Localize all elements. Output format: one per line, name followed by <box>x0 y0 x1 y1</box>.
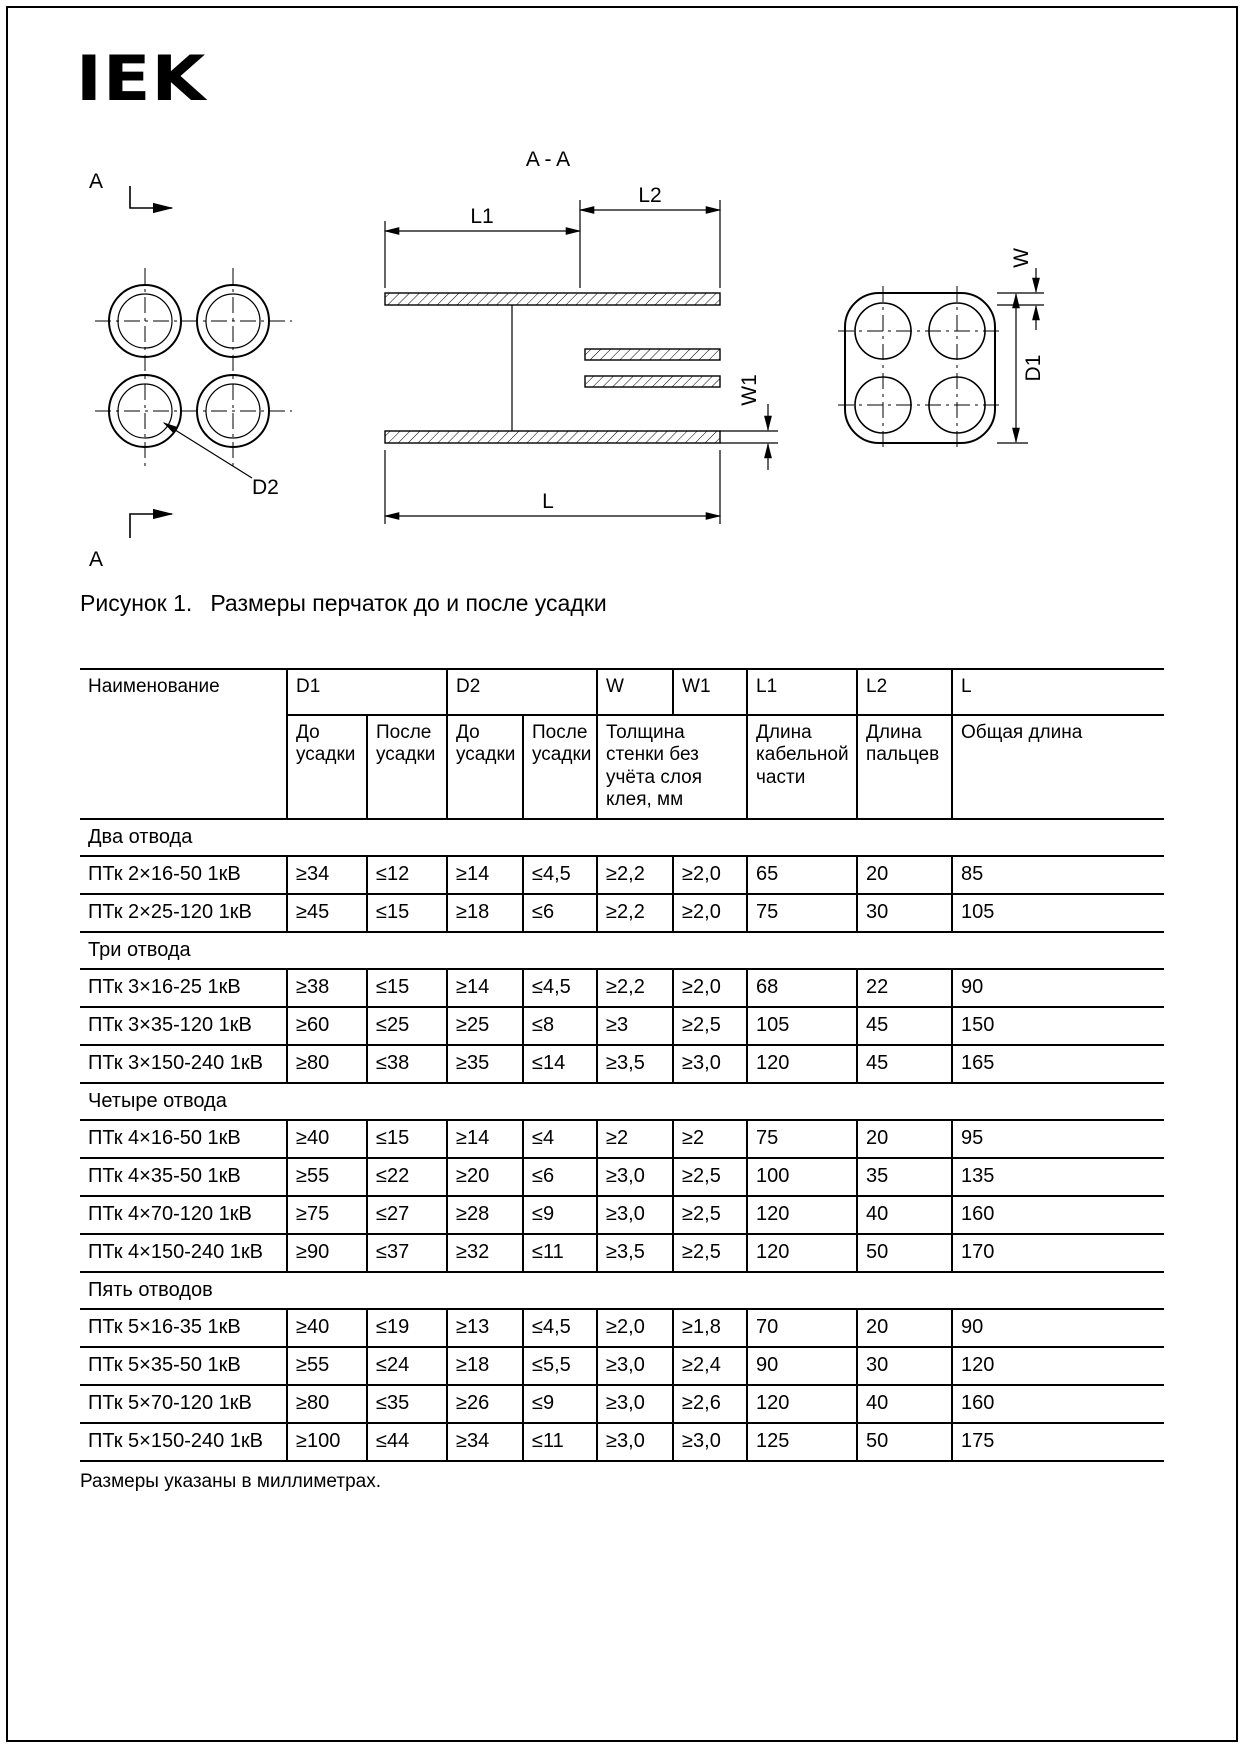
figure-drawing <box>0 128 1244 598</box>
dimensions-table-wrap <box>80 668 1164 1493</box>
value-cell: 175 <box>952 1423 1164 1461</box>
table-section-title: Два отвода <box>80 819 1164 856</box>
value-cell: ≥60 <box>287 1007 367 1045</box>
figure-caption-text: Размеры перчаток до и после усадки <box>210 590 607 616</box>
value-cell: ≥3,0 <box>673 1423 747 1461</box>
value-cell: ≥2,0 <box>673 894 747 932</box>
value-cell: 70 <box>747 1309 857 1347</box>
table-row <box>80 1234 1164 1272</box>
right-view <box>838 248 1045 450</box>
value-cell: ≥3,0 <box>597 1423 673 1461</box>
value-cell: 50 <box>857 1234 952 1272</box>
table-row <box>80 1385 1164 1423</box>
value-cell: 85 <box>952 856 1164 894</box>
value-cell: 120 <box>747 1385 857 1423</box>
figure-caption-label: Рисунок 1. <box>80 590 193 616</box>
value-cell: 45 <box>857 1007 952 1045</box>
value-cell: 22 <box>857 969 952 1007</box>
col-header-w1: W1 <box>673 669 747 715</box>
value-cell: ≤35 <box>367 1385 447 1423</box>
col-header-d2: D2 <box>447 669 597 715</box>
value-cell: 20 <box>857 1309 952 1347</box>
value-cell: ≥40 <box>287 1309 367 1347</box>
dim-label-w1: W1 <box>738 374 761 406</box>
value-cell: ≥2,2 <box>597 856 673 894</box>
value-cell: ≥32 <box>447 1234 523 1272</box>
table-body <box>80 819 1164 1461</box>
col-header-w: W <box>597 669 673 715</box>
value-cell: ≥80 <box>287 1385 367 1423</box>
value-cell: ≤15 <box>367 1120 447 1158</box>
value-cell: ≤15 <box>367 969 447 1007</box>
value-cell: ≤19 <box>367 1309 447 1347</box>
subheader-d2-before: До усадки <box>447 715 523 819</box>
value-cell: ≥14 <box>447 856 523 894</box>
dim-label-l2: L2 <box>638 184 662 207</box>
product-name: ПТк 2×16-50 1кВ <box>80 856 287 894</box>
product-name: ПТк 5×150-240 1кВ <box>80 1423 287 1461</box>
product-name: ПТк 5×16-35 1кВ <box>80 1309 287 1347</box>
units-note: Размеры указаны в миллиметрах. <box>80 1470 381 1492</box>
col-header-l2: L2 <box>857 669 952 715</box>
value-cell: 100 <box>747 1158 857 1196</box>
value-cell: ≤27 <box>367 1196 447 1234</box>
value-cell: ≥90 <box>287 1234 367 1272</box>
col-header-l1: L1 <box>747 669 857 715</box>
value-cell: 165 <box>952 1045 1164 1083</box>
value-cell: 90 <box>747 1347 857 1385</box>
value-cell: ≤6 <box>523 1158 597 1196</box>
value-cell: ≥3,0 <box>597 1158 673 1196</box>
value-cell: ≥2,2 <box>597 894 673 932</box>
product-name: ПТк 4×16-50 1кВ <box>80 1120 287 1158</box>
value-cell: ≥1,8 <box>673 1309 747 1347</box>
table-section-row <box>80 932 1164 969</box>
value-cell: ≥40 <box>287 1120 367 1158</box>
value-cell: 105 <box>747 1007 857 1045</box>
left-view <box>89 170 292 571</box>
value-cell: 20 <box>857 856 952 894</box>
value-cell: ≤11 <box>523 1423 597 1461</box>
value-cell: ≤22 <box>367 1158 447 1196</box>
value-cell: 105 <box>952 894 1164 932</box>
value-cell: ≤11 <box>523 1234 597 1272</box>
value-cell: ≥34 <box>287 856 367 894</box>
value-cell: ≥34 <box>447 1423 523 1461</box>
value-cell: ≥35 <box>447 1045 523 1083</box>
value-cell: ≥45 <box>287 894 367 932</box>
value-cell: ≤4,5 <box>523 856 597 894</box>
value-cell: 45 <box>857 1045 952 1083</box>
dim-label-w: W <box>1010 248 1033 268</box>
table-row <box>80 1120 1164 1158</box>
value-cell: ≥75 <box>287 1196 367 1234</box>
section-mark-bottom: A <box>88 548 104 571</box>
value-cell: ≥25 <box>447 1007 523 1045</box>
value-cell: ≥20 <box>447 1158 523 1196</box>
value-cell: ≤44 <box>367 1423 447 1461</box>
value-cell: ≤38 <box>367 1045 447 1083</box>
product-name: ПТк 5×35-50 1кВ <box>80 1347 287 1385</box>
subheader-d2-after: После усадки <box>523 715 597 819</box>
value-cell: ≥2,5 <box>673 1196 747 1234</box>
value-cell: 40 <box>857 1196 952 1234</box>
value-cell: 150 <box>952 1007 1164 1045</box>
table-row <box>80 1007 1164 1045</box>
value-cell: ≥3 <box>597 1007 673 1045</box>
table-row <box>80 856 1164 894</box>
value-cell: ≥38 <box>287 969 367 1007</box>
subheader-d1-before: До усадки <box>287 715 367 819</box>
dim-label-l: L <box>542 490 554 513</box>
col-header-l: L <box>952 669 1164 715</box>
value-cell: 135 <box>952 1158 1164 1196</box>
dim-label-d2: D2 <box>252 476 279 499</box>
value-cell: ≥2,4 <box>673 1347 747 1385</box>
value-cell: ≤5,5 <box>523 1347 597 1385</box>
table-row <box>80 1423 1164 1461</box>
value-cell: ≤4,5 <box>523 969 597 1007</box>
product-name: ПТк 4×70-120 1кВ <box>80 1196 287 1234</box>
subheader-fingers-length: Длина пальцев <box>857 715 952 819</box>
section-view <box>385 148 778 524</box>
value-cell: ≤9 <box>523 1385 597 1423</box>
value-cell: ≥18 <box>447 894 523 932</box>
product-name: ПТк 5×70-120 1кВ <box>80 1385 287 1423</box>
value-cell: 125 <box>747 1423 857 1461</box>
product-name: ПТк 3×150-240 1кВ <box>80 1045 287 1083</box>
value-cell: ≥3,0 <box>597 1196 673 1234</box>
dimensions-table <box>80 668 1164 1462</box>
value-cell: ≥2 <box>597 1120 673 1158</box>
value-cell: ≤8 <box>523 1007 597 1045</box>
section-mark-top: A <box>88 170 104 193</box>
subheader-total-length: Общая длина <box>952 715 1164 819</box>
value-cell: ≥2,5 <box>673 1158 747 1196</box>
table-row <box>80 1309 1164 1347</box>
value-cell: ≥100 <box>287 1423 367 1461</box>
table-row <box>80 1196 1164 1234</box>
value-cell: ≥2,0 <box>673 969 747 1007</box>
value-cell: 68 <box>747 969 857 1007</box>
value-cell: ≤9 <box>523 1196 597 1234</box>
value-cell: 120 <box>952 1347 1164 1385</box>
value-cell: ≥2,0 <box>673 856 747 894</box>
value-cell: ≥2 <box>673 1120 747 1158</box>
table-section-row <box>80 819 1164 856</box>
table-row <box>80 1045 1164 1083</box>
value-cell: ≤12 <box>367 856 447 894</box>
value-cell: 75 <box>747 894 857 932</box>
product-name: ПТк 4×150-240 1кВ <box>80 1234 287 1272</box>
figure-caption <box>80 590 607 617</box>
value-cell: ≤24 <box>367 1347 447 1385</box>
subheader-wall-thickness: Толщина стенки без учёта слоя клея, мм <box>597 715 747 819</box>
table-row <box>80 969 1164 1007</box>
value-cell: ≥13 <box>447 1309 523 1347</box>
col-header-name: Наименование <box>80 669 287 819</box>
value-cell: ≥2,5 <box>673 1007 747 1045</box>
value-cell: 160 <box>952 1385 1164 1423</box>
value-cell: ≤37 <box>367 1234 447 1272</box>
value-cell: ≥2,5 <box>673 1234 747 1272</box>
value-cell: 50 <box>857 1423 952 1461</box>
value-cell: 30 <box>857 1347 952 1385</box>
value-cell: ≤6 <box>523 894 597 932</box>
table-row <box>80 1347 1164 1385</box>
table-row <box>80 1158 1164 1196</box>
table-section-title: Пять отводов <box>80 1272 1164 1309</box>
value-cell: ≤4 <box>523 1120 597 1158</box>
iek-logo: IEK <box>76 42 207 115</box>
value-cell: 65 <box>747 856 857 894</box>
value-cell: ≥18 <box>447 1347 523 1385</box>
value-cell: ≤14 <box>523 1045 597 1083</box>
value-cell: ≥26 <box>447 1385 523 1423</box>
value-cell: ≥3,5 <box>597 1045 673 1083</box>
value-cell: 120 <box>747 1045 857 1083</box>
value-cell: ≥3,0 <box>597 1385 673 1423</box>
col-header-d1: D1 <box>287 669 447 715</box>
value-cell: 120 <box>747 1196 857 1234</box>
value-cell: ≥28 <box>447 1196 523 1234</box>
subheader-cable-length: Длина кабельной части <box>747 715 857 819</box>
product-name: ПТк 3×35-120 1кВ <box>80 1007 287 1045</box>
table-section-title: Четыре отвода <box>80 1083 1164 1120</box>
dim-label-l1: L1 <box>470 205 494 228</box>
table-header-row-1 <box>80 669 1164 715</box>
value-cell: 75 <box>747 1120 857 1158</box>
value-cell: ≥55 <box>287 1158 367 1196</box>
value-cell: ≥80 <box>287 1045 367 1083</box>
value-cell: ≥14 <box>447 969 523 1007</box>
value-cell: 30 <box>857 894 952 932</box>
table-row <box>80 894 1164 932</box>
value-cell: 90 <box>952 969 1164 1007</box>
value-cell: 170 <box>952 1234 1164 1272</box>
table-section-row <box>80 1083 1164 1120</box>
value-cell: ≥2,0 <box>597 1309 673 1347</box>
section-view-title: A - A <box>525 148 571 171</box>
value-cell: ≥55 <box>287 1347 367 1385</box>
product-name: ПТк 3×16-25 1кВ <box>80 969 287 1007</box>
product-name: ПТк 4×35-50 1кВ <box>80 1158 287 1196</box>
product-name: ПТк 2×25-120 1кВ <box>80 894 287 932</box>
table-section-title: Три отвода <box>80 932 1164 969</box>
value-cell: 160 <box>952 1196 1164 1234</box>
value-cell: ≥3,0 <box>597 1347 673 1385</box>
value-cell: 90 <box>952 1309 1164 1347</box>
dim-label-d1: D1 <box>1022 354 1045 382</box>
value-cell: ≤4,5 <box>523 1309 597 1347</box>
value-cell: ≤15 <box>367 894 447 932</box>
subheader-d1-after: После усадки <box>367 715 447 819</box>
table-section-row <box>80 1272 1164 1309</box>
value-cell: 35 <box>857 1158 952 1196</box>
value-cell: ≥2,6 <box>673 1385 747 1423</box>
value-cell: ≥2,2 <box>597 969 673 1007</box>
value-cell: ≥3,5 <box>597 1234 673 1272</box>
value-cell: 20 <box>857 1120 952 1158</box>
value-cell: ≥3,0 <box>673 1045 747 1083</box>
value-cell: ≤25 <box>367 1007 447 1045</box>
value-cell: ≥14 <box>447 1120 523 1158</box>
value-cell: 120 <box>747 1234 857 1272</box>
value-cell: 40 <box>857 1385 952 1423</box>
value-cell: 95 <box>952 1120 1164 1158</box>
